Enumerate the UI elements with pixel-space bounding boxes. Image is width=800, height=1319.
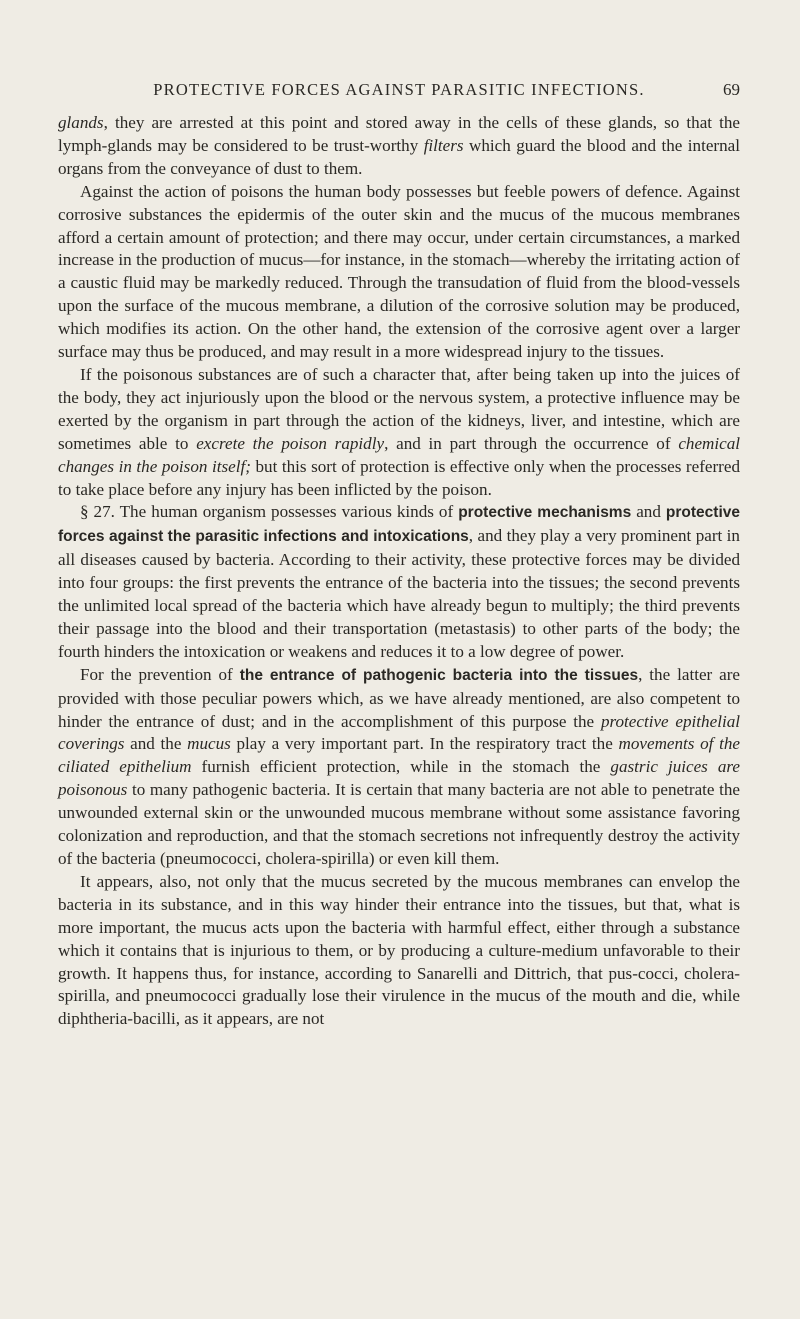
italic-phrase: excrete the poison rapidly: [196, 433, 385, 453]
text-run: , and they play a very prominent part in all diseases caused by bacteria. According to their activity, these protective forces may be divided into four groups: the first prevents the entrance of the bacteria into the tissues; the second prevents the unlimited local spread of the bacteria which have already begun to multiply; the third prevents their passage into the blood and their transportation (metastasis) to other parts of the body; the fourth hinders the intoxication or weakens and reduces it to a low degree of power.: [58, 526, 740, 661]
text-run: For the prevention of: [80, 664, 240, 684]
italic-phrase: filters: [423, 135, 464, 155]
paragraph-poisons-defence: [58, 181, 740, 364]
italic-phrase: glands: [58, 113, 104, 132]
emphasis-phrase: protective forces against the parasitic infections and intoxications: [58, 504, 741, 546]
text-run: but this sort of protection is effective only when the processes referred to take place before any injury has been inflicted by the poison.: [58, 456, 740, 499]
text-run: which guard the blood and the internal organs from the conveyance of dust to them.: [58, 135, 740, 178]
text-run: , the latter are provided with those peculiar powers which, as we have already mentioned, are also competent to hinder the entrance of dust; and in the accomplishment of this purpose the: [58, 664, 741, 731]
paragraph-continuation: [58, 112, 740, 181]
italic-phrase: protective epithelial coverings: [58, 711, 740, 754]
text-run: and: [631, 502, 666, 522]
page-number: 69: [723, 80, 740, 99]
paragraph-mucus-effect: [58, 871, 740, 1031]
text-run: It appears, also, not only that the mucus secreted by the mucous membranes can envelop the bacteria in its substance, and in this way hinder their entrance into the tissues, but that, what is more important, the mucus acts upon the bacteria with harmful effect, either through a substance which it contains that is injurious to them, or by producing a culture-medium unfavorable to their growth. It happens thus, for instance, according to Sanarelli and Dittrich, that pus-cocci, cholera-spirilla, and pneumococci gradually lose their virulence in the mucus of the mouth and die, while diphtheria-bacilli, as it appears, are not: [58, 871, 740, 1029]
running-head-title: PROTECTIVE FORCES AGAINST PARASITIC INFECTIONS.: [153, 80, 645, 99]
body-text: [58, 112, 740, 1031]
text-run: to many pathogenic bacteria. It is certain that many bacteria are not able to penetrate the unwounded external skin or the unwounded mucous membrane without some assistance favoring colonization and reproduction, and that the stomach secretions not infrequently destroy the activity of the bacteria (pneumococci, cholera-spirilla) or even kill them.: [58, 780, 740, 868]
italic-phrase: chemical changes in the poison itself;: [58, 433, 741, 476]
italic-phrase: mucus: [187, 734, 231, 754]
text-run: If the poisonous substances are of such a character that, after being taken up into the juices of the body, they act injuriously upon the blood or the nervous system, a protective influence may be exerted by the organism in part through the action of the kidneys, liver, and intestine, which are sometimes able to: [58, 364, 740, 453]
emphasis-phrase: the entrance of pathogenic bacteria into the tissues: [239, 666, 639, 684]
paragraph-poisonous-substances: [58, 364, 740, 501]
text-run: furnish efficient protection, while in the stomach the: [191, 757, 611, 777]
italic-phrase: movements of the ciliated epithelium: [58, 734, 741, 777]
text-run: § 27. The human organism possesses various kinds of: [80, 502, 459, 522]
emphasis-phrase: protective mechanisms: [458, 504, 632, 522]
text-run: , and in part through the occurrence of: [384, 433, 679, 453]
text-run: play a very important part. In the respiratory tract the: [230, 734, 619, 754]
text-run: , they are arrested at this point and stored away in the cells of these glands, so that the lymph-glands may be considered to be trust-worthy: [58, 113, 740, 155]
paragraph-section-27: [58, 501, 740, 663]
italic-phrase: gastric juices are poisonous: [58, 757, 740, 800]
running-head: [58, 80, 740, 106]
text-run: Against the action of poisons the human body possesses but feeble powers of defence. Against corrosive substances the epidermis of the outer skin and the mucus of the mucous membranes afford a certain amount of protection; and there may occur, under certain circumstances, a marked increase in the production of mucus—for instance, in the stomach—whereby the irritating action of a caustic fluid may be markedly reduced. Through the transudation of fluid from the blood-vessels upon the surface of the mucous membrane, a dilution of the corrosive solution may be produced, which modifies its action. On the other hand, the extension of the corrosive agent over a larger surface may thus be produced, and may result in a more widespread injury to the tissues.: [58, 181, 740, 362]
text-run: and the: [124, 734, 188, 754]
paragraph-prevention-of-entrance: [58, 664, 740, 871]
